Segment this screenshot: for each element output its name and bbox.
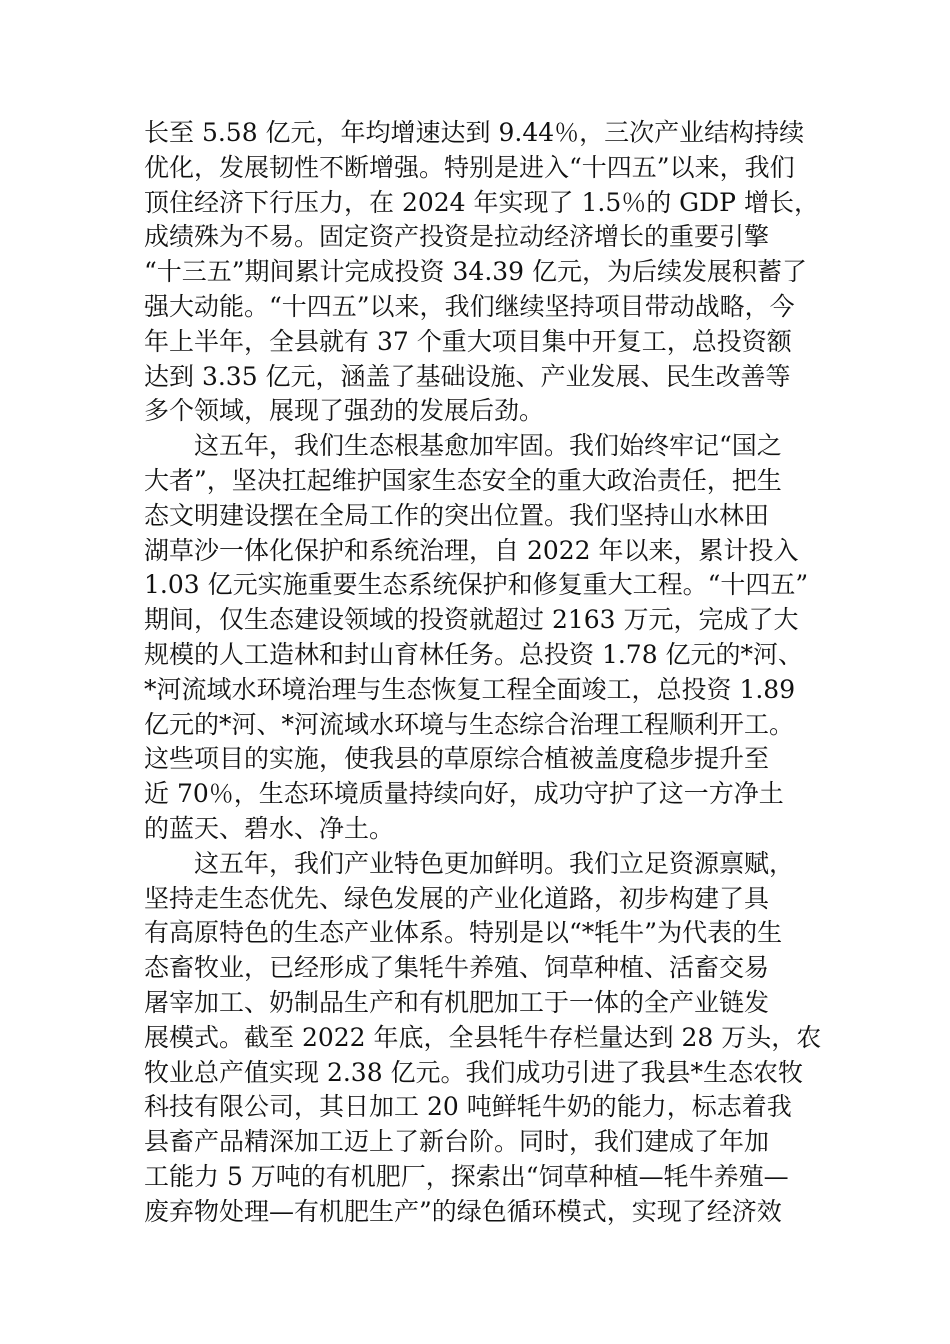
text-line: 的蓝天、碧水、净土。	[144, 813, 395, 843]
text-line: 工能力 5 万吨的有机肥厂，探索出“饲草种植—牦牛养殖—	[144, 1161, 789, 1191]
text-line: 期间，仅生态建设领域的投资就超过 2163 万元，完成了大	[144, 605, 799, 635]
text-line: 屠宰加工、奶制品生产和有机肥加工于一体的全产业链发	[144, 987, 770, 1017]
text-line: 1.03 亿元实施重要生态系统保护和修复重大工程。“十四五”	[144, 570, 809, 600]
text-line: 坚持走生态优先、绿色发展的产业化道路，初步构建了具	[144, 883, 770, 913]
body-text	[144, 116, 824, 1230]
text-line: 长至 5.58 亿元，年均增速达到 9.44％，三次产业结构持续	[144, 118, 805, 147]
text-line: 优化，发展韧性不断增强。特别是进入“十四五”以来，我们	[144, 152, 795, 182]
text-line: 这五年，我们生态根基愈加牢固。我们始终牢记“国之	[194, 431, 782, 461]
text-line: 这五年，我们产业特色更加鲜明。我们立足资源禀赋，	[194, 848, 795, 878]
text-line: 强大动能。“十四五”以来，我们继续坚持项目带动战略，今	[144, 291, 795, 321]
text-line: 有高原特色的生态产业体系。特别是以“*牦牛”为代表的生	[144, 918, 783, 948]
text-line: “十三五”期间累计完成投资 34.39 亿元，为后续发展积蓄了	[144, 257, 808, 287]
text-line: 县畜产品精深加工迈上了新台阶。同时，我们建成了年加	[144, 1127, 770, 1157]
text-line: 废弃物处理—有机肥生产”的绿色循环模式，实现了经济效	[144, 1196, 782, 1226]
text-line: 多个领域，展现了强劲的发展后劲。	[144, 396, 545, 426]
paragraph-economy	[144, 116, 824, 429]
text-line: 成绩殊为不易。固定资产投资是拉动经济增长的重要引擎	[144, 222, 770, 252]
text-line: 大者”，坚决扛起维护国家生态安全的重大政治责任，把生	[144, 465, 782, 495]
text-line: 展模式。截至 2022 年底，全县牦牛存栏量达到 28 万头，农	[144, 1022, 822, 1052]
paragraph-industry	[144, 847, 824, 1230]
text-line: 牧业总产值实现 2.38 亿元。我们成功引进了我县*生态农牧	[144, 1057, 804, 1087]
paragraph-ecology	[144, 429, 824, 847]
text-line: 亿元的*河、*河流域水环境与生态综合治理工程顺利开工。	[144, 709, 795, 739]
text-line: 科技有限公司，其日加工 20 吨鲜牦牛奶的能力，标志着我	[144, 1092, 792, 1122]
text-line: 态文明建设摆在全局工作的突出位置。我们坚持山水林田	[144, 500, 770, 530]
text-line: 顶住经济下行压力，在 2024 年实现了 1.5％的 GDP 增长，	[144, 187, 819, 217]
text-line: *河流域水环境治理与生态恢复工程全面竣工，总投资 1.89	[144, 674, 796, 704]
text-line: 近 70％，生态环境质量持续向好，成功守护了这一方净土	[144, 779, 784, 809]
text-line: 态畜牧业，已经形成了集牦牛养殖、饲草种植、活畜交易	[144, 953, 770, 983]
text-line: 湖草沙一体化保护和系统治理，自 2022 年以来，累计投入	[144, 535, 799, 565]
text-line: 达到 3.35 亿元，涵盖了基础设施、产业发展、民生改善等	[144, 361, 791, 391]
text-line: 这些项目的实施，使我县的草原综合植被盖度稳步提升至	[144, 744, 770, 774]
text-line: 年上半年，全县就有 37 个重大项目集中开复工，总投资额	[144, 326, 792, 356]
text-line: 规模的人工造林和封山育林任务。总投资 1.78 亿元的*河、	[144, 639, 804, 669]
